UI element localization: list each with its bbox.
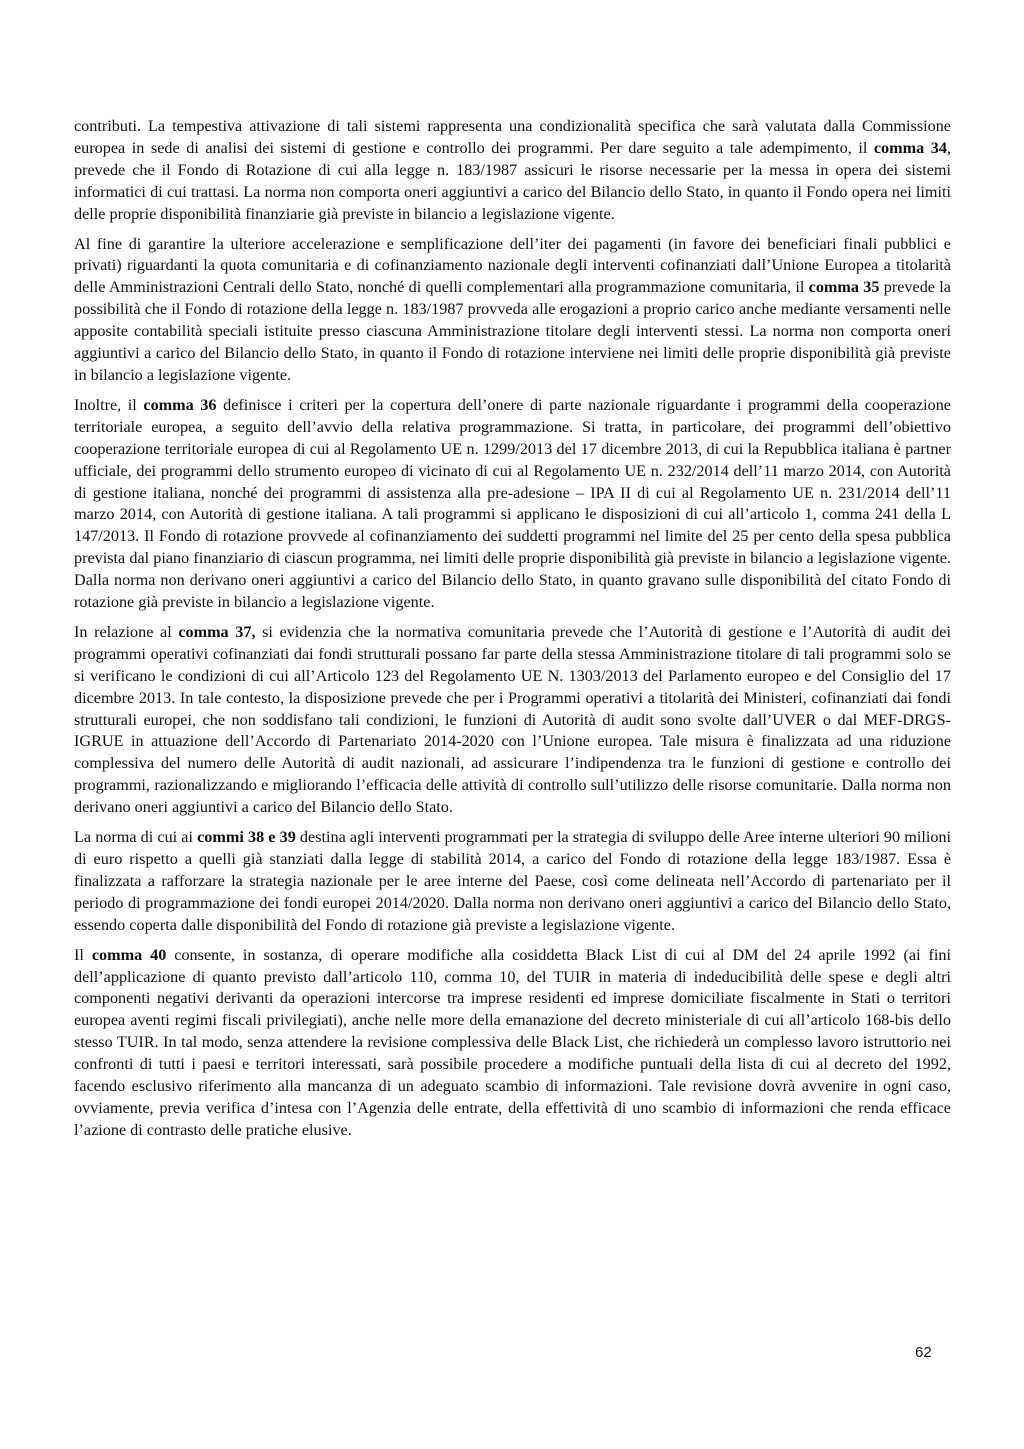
- paragraph-commi-38-39: [74, 827, 951, 937]
- text-run: Al fine di garantire la ulteriore accelerazione e semplificazione dell’iter dei pagamenti (in favore dei beneficiari finali pubblici e privati) riguardanti la quota comunitaria e di cofinanziamento nazionale degli interventi cofinanziati dall’Unione Europea a titolarità delle Amministrazioni Centrali dello Stato, nonché di quelli complementari alla programmazione comunitaria, il: [74, 234, 951, 297]
- text-run: contributi. La tempestiva attivazione di tali sistemi rappresenta una condizionalità specifica che sarà valutata dalla Commissione europea in sede di analisi dei sistemi di gestione e controllo dei programmi. Per dare seguito a tale adempimento, il: [74, 117, 951, 157]
- page-number: 62: [915, 1344, 932, 1361]
- text-run: prevede la possibilità che il Fondo di rotazione della legge n. 183/1987 provveda alle erogazioni a proprio carico anche mediante versamenti nelle apposite contabilità speciali istituite presso ciascuna Amministrazione titolare degli interventi stessi. La norma non comporta oneri aggiuntivi a carico del Bilancio dello Stato, in quanto il Fondo di rotazione interviene nei limiti delle proprie disponibilità già previste in bilancio a legislazione vigente.: [74, 278, 951, 384]
- bold-reference-comma-40: comma 40: [91, 945, 167, 964]
- text-run: Il: [74, 945, 92, 964]
- text-run: , prevede che il Fondo di Rotazione di cui alla legge n. 183/1987 assicuri le risorse necessarie per la messa in opera dei sistemi informatici di cui trattasi. La norma non comporta oneri aggiuntivi a carico del Bilancio dello Stato, in quanto il Fondo opera nei limiti delle proprie disponibilità finanziarie già previste in bilancio a legislazione vigente.: [74, 138, 952, 223]
- text-run: Inoltre, il: [74, 395, 144, 414]
- text-run: La norma di cui ai: [74, 828, 198, 847]
- text-run: In relazione al: [74, 622, 179, 641]
- bold-reference-comma-36: comma 36: [143, 395, 217, 414]
- text-run: destina agli interventi programmati per la strategia di sviluppo delle Aree interne ulteriori 90 milioni di euro rispetto a quelli già stanziati dalla legge di stabilità 2014, a carico del Fondo di rotazione della legge 183/1987. Essa è finalizzata a rafforzare la strategia nazionale per le aree interne del Paese, così come delineata nell’Accordo di partenariato per il periodo di programmazione dei fondi europei 2014/2020. Dalla norma non derivano oneri aggiuntivi a carico del Bilancio dello Stato, essendo coperta dalle disponibilità del Fondo di rotazione già previste a legislazione vigente.: [74, 828, 952, 934]
- text-run: si evidenzia che la normativa comunitaria prevede che l’Autorità di gestione e l’Autorità di audit dei programmi operativi cofinanziati dai fondi strutturali possano far parte della stessa Amministrazione titolare di tali programmi solo se si verificano le condizioni di cui all’Articolo 123 del Regolamento UE N. 1303/2013 del Parlamento europeo e del Consiglio del 17 dicembre 2013. In tale contesto, la disposizione prevede che per i Programmi operativi a titolarità dei Ministeri, cofinanziati dai fondi strutturali europei, che non soddisfano tali condizioni, le funzioni di Autorità di audit sono svolte dall’UVER o dal MEF-DRGS-IGRUE in attuazione dell’Accordo di Partenariato 2014-2020 con l’Unione europea. Tale misura è finalizzata ad una riduzione complessiva del numero delle Autorità di audit nazionali, ad assicurare l’indipendenza tra le funzioni di gestione e controllo dei programmi, razionalizzando e migliorando l’efficacia delle attività di controllo sull’utilizzo delle risorse comunitarie. Dalla norma non derivano oneri aggiuntivi a carico del Bilancio dello Stato.: [74, 622, 951, 817]
- paragraph-comma-36: [74, 395, 951, 614]
- text-run: consente, in sostanza, di operare modifiche alla cosiddetta Black List di cui al DM del 24 aprile 1992 (ai fini dell’applicazione di quanto previsto dall’articolo 110, comma 10, del TUIR in materia di indeducibilità delle spese e degli altri componenti negativi derivanti da operazioni intercorse tra imprese residenti ed imprese domiciliate fiscalmente in Stati o territori europea aventi regimi fiscali privilegiati), anche nelle more della emanazione del decreto ministeriale di cui all’articolo 168-bis dello stesso TUIR. In tal modo, senza attendere la revisione complessiva delle Black List, che richiederà un complesso lavoro istruttorio nei confronti di tutti i paesi e territori interessati, sarà possibile procedere a modifiche puntuali della lista di cui al decreto del 1992, facendo esclusivo riferimento alla mancanza di un adeguato scambio di informazioni. Tale revisione dovrà avvenire in ogni caso, ovviamente, previa verifica d’intesa con l’Agenzia delle entrate, della effettività di uno scambio di informazioni che renda efficace l’azione di contrasto delle pratiche elusive.: [74, 945, 952, 1139]
- bold-reference-comma-37: comma 37,: [178, 622, 256, 641]
- paragraph-comma-35: [74, 234, 951, 387]
- paragraph-comma-37: [74, 622, 951, 819]
- paragraph-comma-34: [74, 116, 951, 226]
- bold-reference-comma-35: comma 35: [808, 278, 880, 297]
- paragraph-comma-40: [74, 945, 951, 1142]
- bold-reference-comma-34: comma 34: [873, 138, 947, 157]
- document-body: [74, 116, 951, 1142]
- document-page: [74, 116, 951, 1150]
- bold-reference-commi-38-39: commi 38 e 39: [197, 828, 296, 847]
- text-run: definisce i criteri per la copertura dell’onere di parte nazionale riguardante i programmi della cooperazione territoriale europea, a seguito dell’avvio della relativa programmazione. Si tratta, in particolare, dei programmi dell’obiettivo cooperazione territoriale europea di cui al Regolamento UE n. 1299/2013 del 17 dicembre 2013, di cui la Repubblica italiana è partner ufficiale, dei programmi dello strumento europeo di vicinato di cui al Regolamento UE n. 232/2014 dell’11 marzo 2014, con Autorità di gestione italiana, nonché dei programmi di assistenza alla pre-adesione – IPA II di cui al Regolamento UE n. 231/2014 dell’11 marzo 2014, con Autorità di gestione italiana. A tali programmi si applicano le disposizioni di cui all’articolo 1, comma 241 della L 147/2013. Il Fondo di rotazione provvede al cofinanziamento dei suddetti programmi nel limite del 25 per cento della spesa pubblica prevista dal piano finanziario di ciascun programma, nei limiti delle proprie disponibilità già previste in bilancio a legislazione vigente. Dalla norma non derivano oneri aggiuntivi a carico del Bilancio dello Stato, in quanto gravano sulle disponibilità del citato Fondo di rotazione già previste in bilancio a legislazione vigente.: [74, 395, 951, 612]
